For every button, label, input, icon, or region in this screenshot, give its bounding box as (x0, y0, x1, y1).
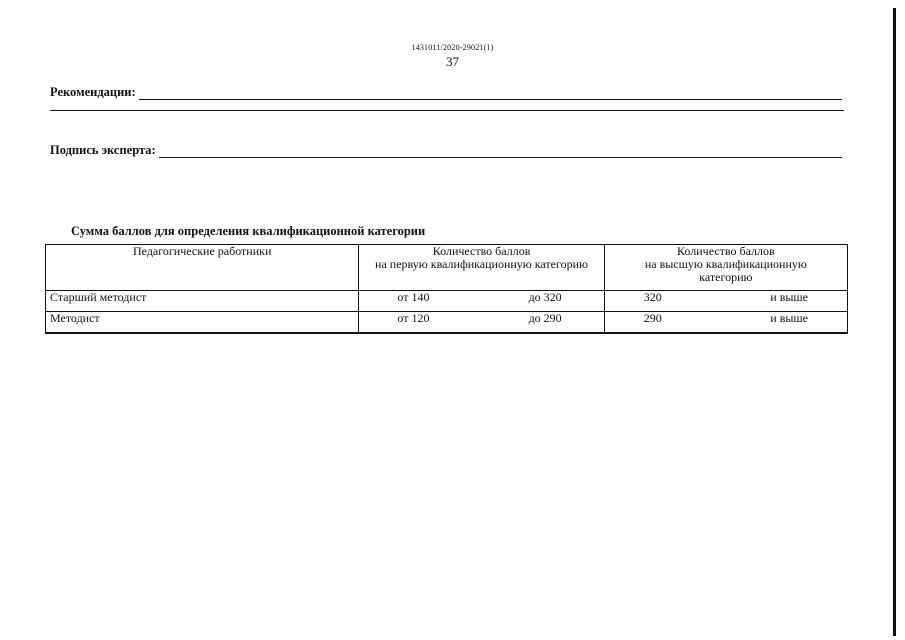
header-highest-line3: категорию (699, 270, 753, 284)
cell-highest-from: 290 (643, 311, 662, 325)
cell-first-to: до 290 (528, 311, 562, 325)
cell-highest-to: и выше (770, 290, 808, 304)
header-staff-label: Педагогические работники (132, 244, 272, 258)
header-first-line2: на первую квалификационную категорию (375, 257, 589, 271)
recommendations-second-line (50, 110, 844, 111)
cell-first-to: до 320 (528, 290, 562, 304)
recommendations-label: Рекомендации: (50, 85, 136, 99)
table-row (46, 312, 848, 334)
cell-highest-range (604, 291, 847, 312)
cell-highest-to: и выше (770, 311, 808, 325)
cell-role: Методист (46, 312, 359, 334)
header-first-line1: Количество баллов (432, 244, 531, 258)
score-table (45, 244, 848, 334)
document-id: 1431011/2020-29021(1) (411, 43, 494, 52)
section-title: Сумма баллов для определения квалификационной категории (71, 224, 426, 238)
cell-highest-range (604, 312, 847, 334)
header-highest-line2: на высшую квалификационную (644, 257, 807, 271)
cell-first-from: от 140 (397, 290, 430, 304)
header-staff (46, 245, 359, 291)
scan-edge-bar (893, 8, 896, 636)
cell-first-range (359, 312, 604, 334)
header-highest-category (604, 245, 847, 291)
cell-first-range (359, 291, 604, 312)
table-header-row (46, 245, 848, 291)
expert-signature-row (50, 142, 842, 158)
table-row (46, 291, 848, 312)
expert-signature-label: Подпись эксперта: (50, 143, 156, 157)
recommendations-row (50, 84, 842, 100)
expert-signature-fill-line (159, 145, 842, 158)
cell-role: Старший методист (46, 291, 359, 312)
cell-highest-from: 320 (643, 290, 662, 304)
header-first-category (359, 245, 604, 291)
recommendations-fill-line (139, 87, 842, 100)
page-number: 37 (446, 54, 459, 69)
cell-first-from: от 120 (397, 311, 430, 325)
header-highest-line1: Количество баллов (677, 244, 775, 258)
